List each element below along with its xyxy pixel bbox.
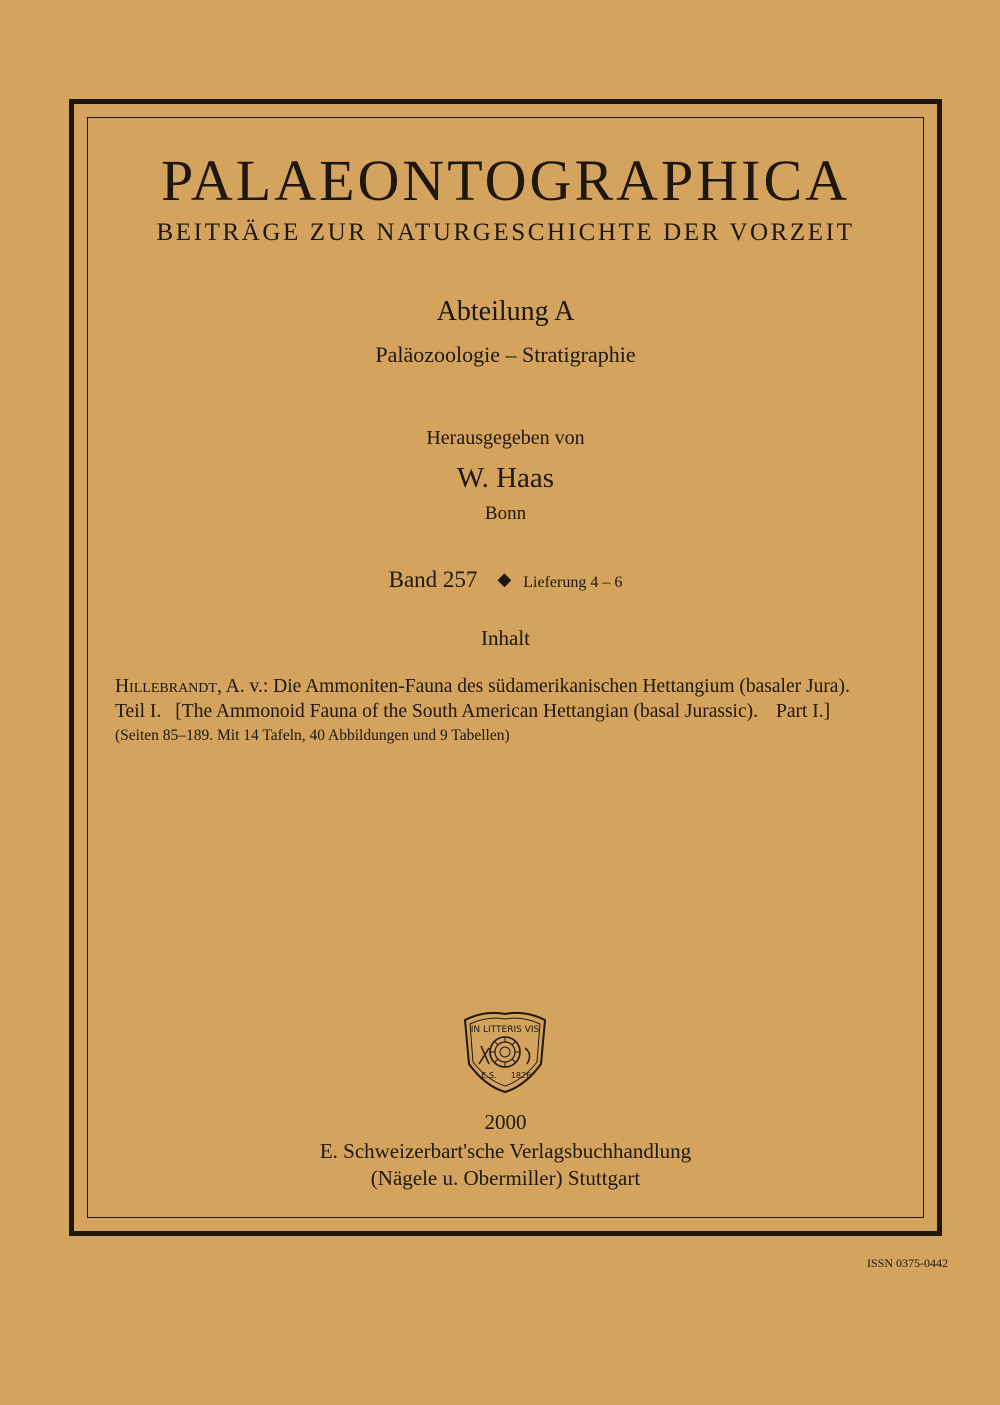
entry-part-en: Part I.] — [776, 701, 831, 722]
editor-location: Bonn — [484, 503, 527, 524]
entry-title-de: , A. v.: Die Ammoniten-Fauna des südamerikanischen Hettangium (basaler Jura). — [216, 676, 850, 697]
publication-year: 2000 — [484, 1110, 527, 1134]
entry-line-1 — [115, 674, 905, 699]
issn: ISSN 0375-0442 — [866, 1256, 948, 1270]
contents-heading: Inhalt — [481, 626, 530, 650]
lieferung: Lieferung 4 – 6 — [523, 574, 623, 591]
editor-label: Herausgegeben von — [426, 427, 585, 449]
entry-part: Teil I. — [115, 701, 162, 722]
journal-subtitle: BEITRÄGE ZUR NATURGESCHICHTE DER VORZEIT — [156, 219, 855, 246]
publisher-name: E. Schweizerbart'sche Verlagsbuchhandlung — [319, 1139, 692, 1163]
entry-title-en: [The Ammonoid Fauna of the South American Hettangian (basal Jurassic). — [175, 701, 758, 722]
seal-initials: E.S. — [481, 1071, 497, 1080]
author-name: Hillebrandt — [115, 676, 217, 697]
diamond-separator: ◆ — [497, 569, 512, 589]
editor-name: W. Haas — [456, 462, 555, 494]
journal-title: PALAEONTOGRAPHICA — [160, 148, 851, 213]
entry-line-2 — [115, 699, 905, 724]
seal-year: 1826 — [510, 1071, 532, 1080]
division-name: Abteilung A — [436, 296, 575, 327]
seal-motto: IN LITTERIS VIS — [470, 1025, 540, 1035]
band-number: Band 257 — [388, 567, 478, 592]
issue-line — [87, 564, 924, 598]
division-subject: Paläozoologie – Stratigraphie — [375, 342, 636, 367]
entry-pages: (Seiten 85–189. Mit 14 Tafeln, 40 Abbildungen und 9 Tabellen) — [115, 727, 510, 744]
contents-entry — [115, 674, 905, 747]
publisher-seal-logo — [455, 1002, 555, 1096]
publisher-location: (Nägele u. Obermiller) Stuttgart — [370, 1166, 641, 1190]
